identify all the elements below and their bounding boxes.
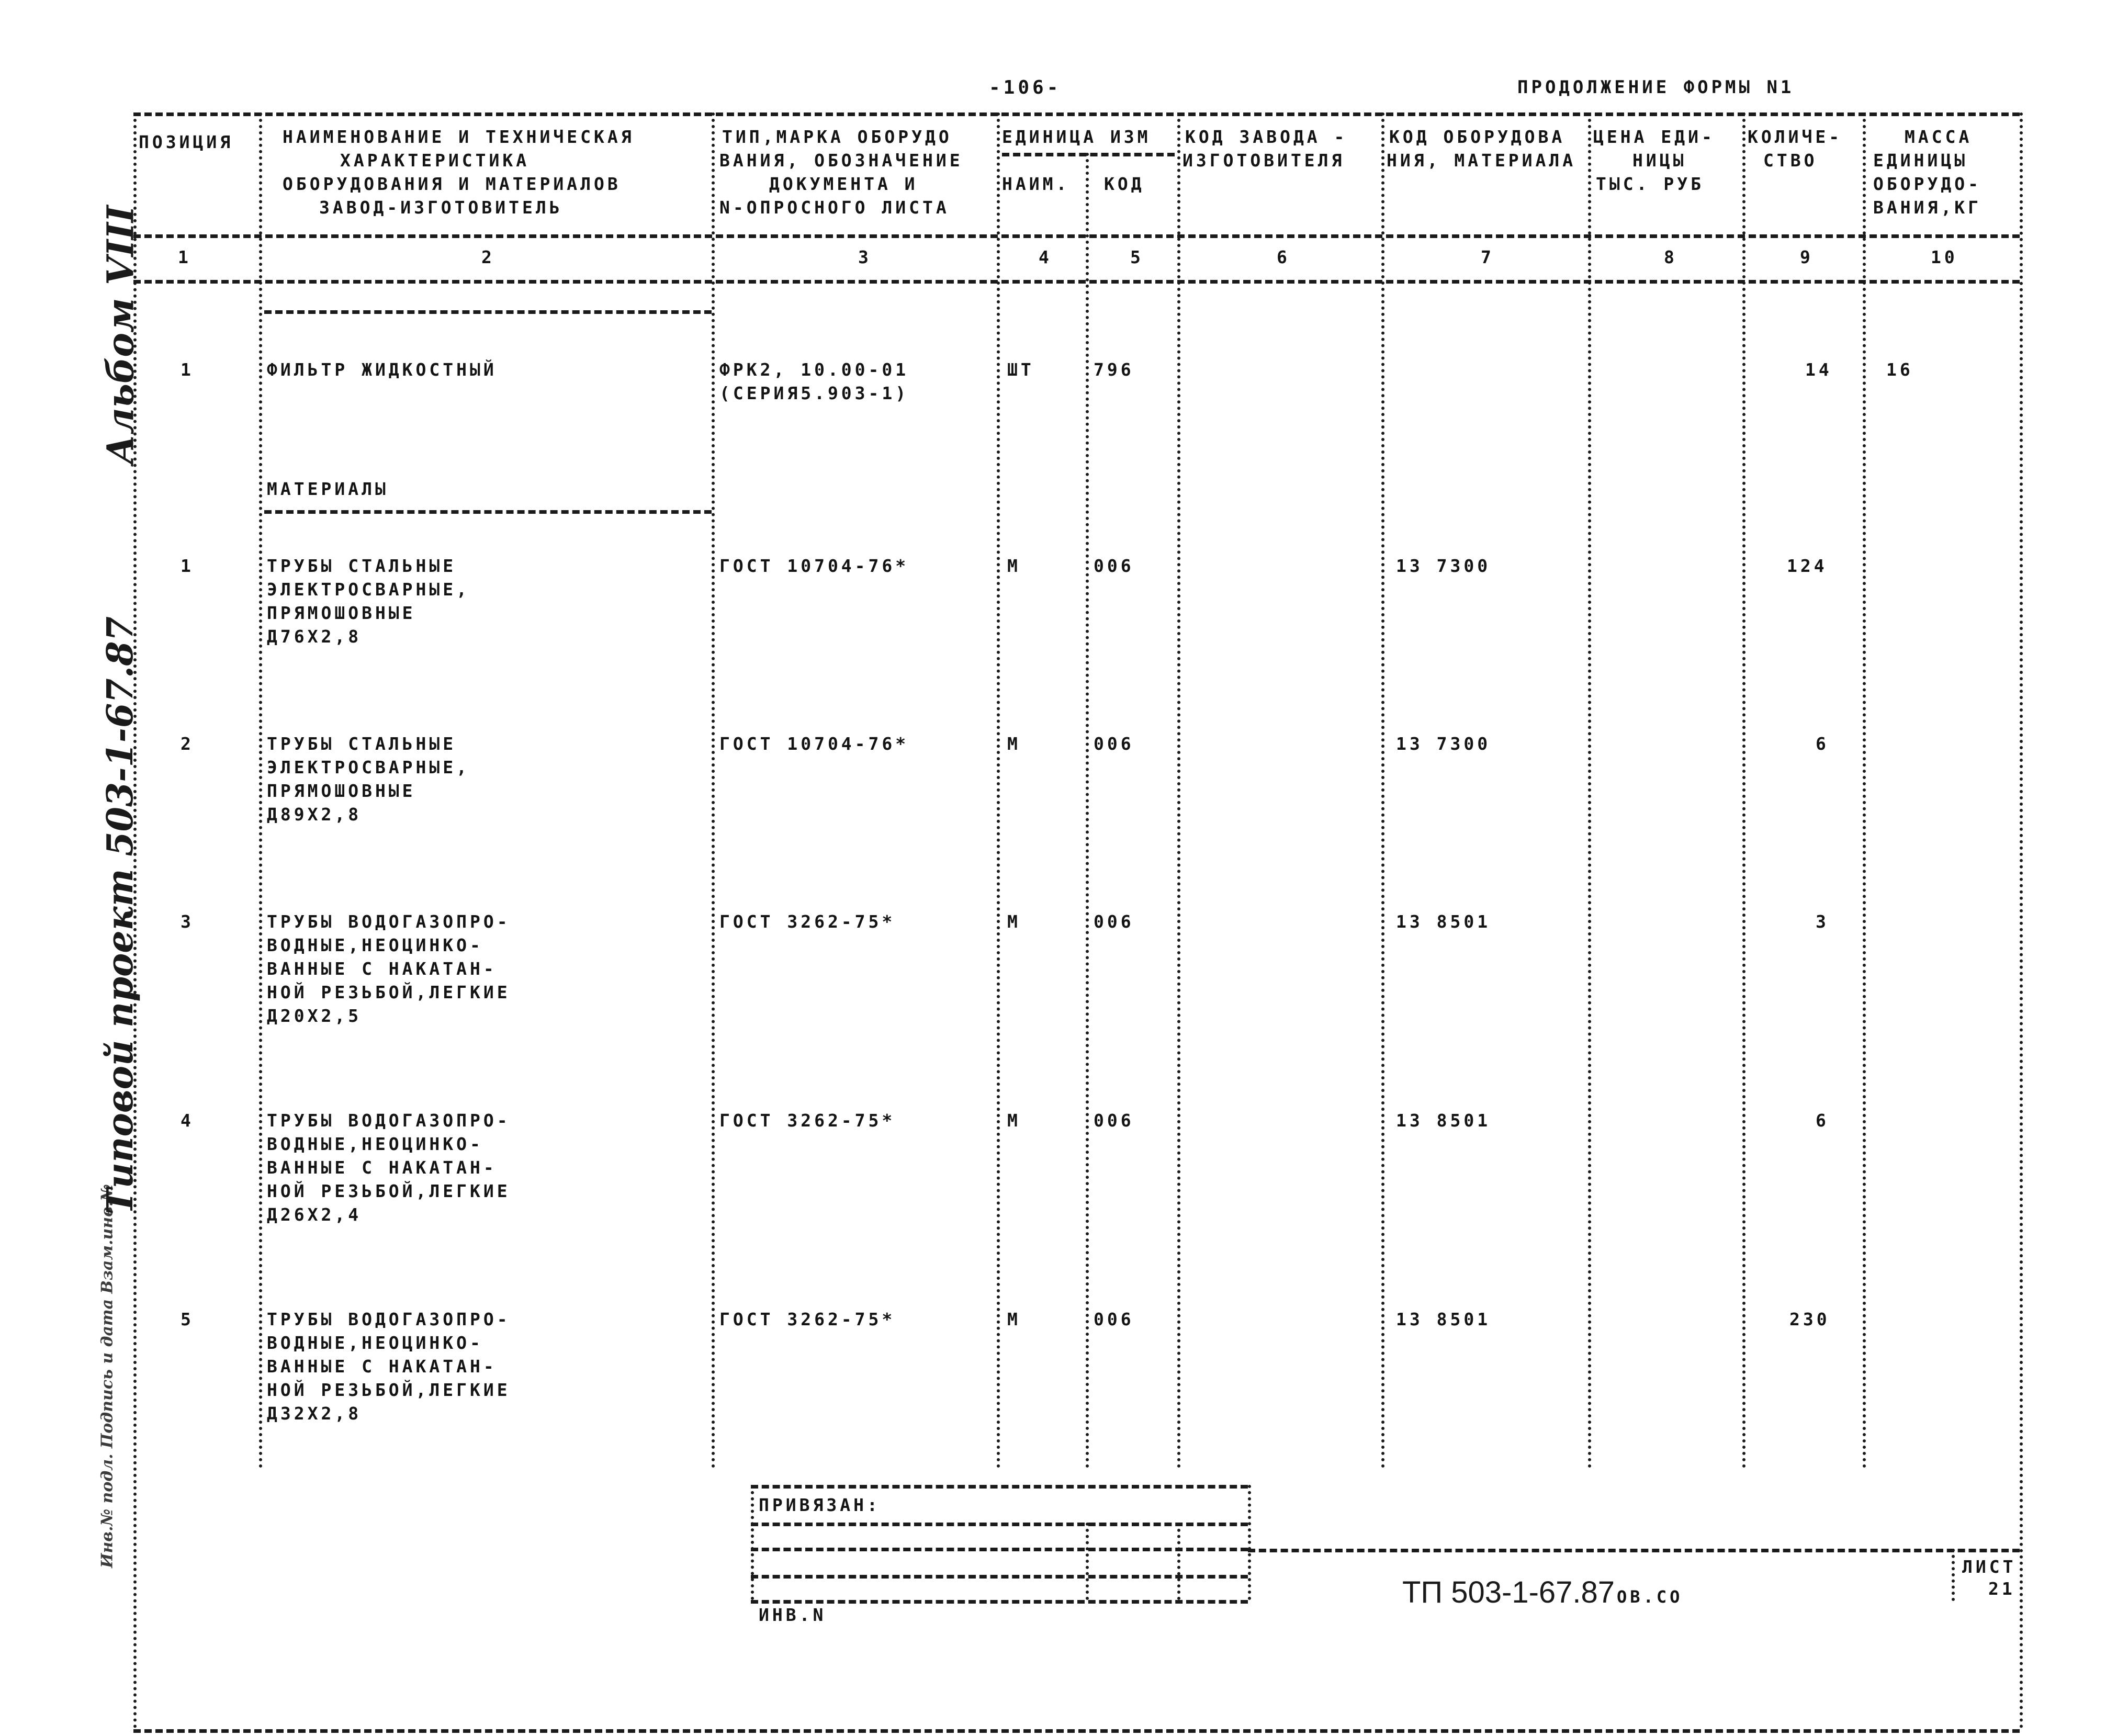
column-number: 7 — [1481, 247, 1494, 267]
material-unit: М — [1007, 556, 1021, 576]
material-name-line: Д26Х2,4 — [267, 1204, 362, 1225]
material-name-line: ВАННЫЕ С НАКАТАН- — [267, 959, 497, 979]
inventory-label: ИНВ.N — [759, 1605, 827, 1625]
document-code-suffix: ОВ.СО — [1617, 1587, 1683, 1607]
col9-header-line1: КОЛИЧЕ- — [1748, 127, 1843, 147]
album-note: Альбом VIII — [98, 205, 142, 465]
column-number: 3 — [858, 247, 872, 267]
material-qty: 230 — [1789, 1309, 1830, 1329]
material-name-line: ВАННЫЕ С НАКАТАН- — [267, 1157, 497, 1178]
material-unit-code: 006 — [1094, 1110, 1134, 1131]
material-qty: 6 — [1816, 1110, 1829, 1131]
footer-rule-5 — [751, 1575, 1248, 1579]
col3-header-line1: ТИП,МАРКА ОБОРУДО — [722, 127, 952, 147]
material-qty: 3 — [1816, 911, 1829, 932]
material-name-line: ТРУБЫ ВОДОГАЗОПРО- — [267, 911, 511, 932]
col-sep-9 — [1863, 112, 1866, 1469]
material-name-line: ВОДНЫЕ,НЕОЦИНКО- — [267, 935, 483, 955]
material-pos: 1 — [181, 556, 194, 576]
table-right-border — [2020, 112, 2023, 1729]
footer-rule-1 — [751, 1485, 1248, 1489]
material-name-line: Д89Х2,8 — [267, 804, 362, 825]
col2-header-line3: ОБОРУДОВАНИЯ И МАТЕРИАЛОВ — [283, 174, 621, 194]
sheet-number: 21 — [1988, 1579, 2015, 1599]
equipment-mass: 16 — [1886, 359, 1913, 380]
material-unit: М — [1007, 911, 1021, 932]
stamp-note: Инв.№ подл. Подпись и дата Взам.инв.№ — [98, 1184, 117, 1568]
material-code: 13 8501 — [1396, 1110, 1491, 1131]
col-sep-1 — [259, 112, 262, 1469]
table-bottom-rule — [133, 1729, 2020, 1733]
col6-header-line2: ИЗГОТОВИТЕЛЯ — [1182, 150, 1345, 171]
material-pos: 4 — [181, 1110, 194, 1131]
material-unit-code: 006 — [1094, 556, 1134, 576]
material-unit-code: 006 — [1094, 734, 1134, 754]
col10-header-line3: ОБОРУДО- — [1873, 174, 1981, 194]
material-name-line: Д20Х2,5 — [267, 1006, 362, 1026]
footer-sep-b — [1248, 1485, 1251, 1600]
material-qty: 6 — [1816, 734, 1829, 754]
column-number: 1 — [178, 247, 192, 267]
footer-sep-e — [1952, 1549, 1955, 1601]
material-name-line: ПРЯМОШОВНЫЕ — [267, 603, 416, 623]
material-code: 13 8501 — [1396, 1309, 1491, 1329]
material-name-line: ВОДНЫЕ,НЕОЦИНКО- — [267, 1333, 483, 1353]
material-type: ГОСТ 10704-76* — [719, 734, 909, 754]
material-unit-code: 006 — [1094, 1309, 1134, 1329]
col8-header-line3: ТЫС. РУБ — [1596, 174, 1704, 194]
equipment-type-line1: ФРК2, 10.00-01 — [719, 359, 909, 380]
col7-header-line2: НИЯ, МАТЕРИАЛА — [1387, 150, 1576, 171]
materials-title: МАТЕРИАЛЫ — [267, 479, 389, 499]
col10-header-line4: ВАНИЯ,КГ — [1873, 197, 1981, 218]
material-name-line: Д76Х2,8 — [267, 626, 362, 647]
bound-label: ПРИВЯЗАН: — [759, 1495, 881, 1515]
col2-header-line4: ЗАВОД-ИЗГОТОВИТЕЛЬ — [319, 197, 563, 218]
column-number: 10 — [1931, 247, 1958, 267]
colnum-bottom-rule — [133, 280, 2020, 284]
materials-underline — [264, 510, 712, 514]
material-unit: М — [1007, 1309, 1021, 1329]
col2-header-line1: НАИМЕНОВАНИЕ И ТЕХНИЧЕСКАЯ — [283, 127, 635, 147]
header-bottom-rule — [133, 234, 2020, 238]
material-qty: 124 — [1787, 556, 1828, 576]
col3-header-line4: N-ОПРОСНОГО ЛИСТА — [719, 197, 950, 218]
equipment-qty: 14 — [1805, 359, 1832, 380]
column-number: 2 — [481, 247, 495, 267]
material-code: 13 7300 — [1396, 556, 1491, 576]
col9-header-line2: СТВО — [1763, 150, 1818, 171]
material-name-line: ТРУБЫ СТАЛЬНЫЕ — [267, 556, 457, 576]
col1-header: ПОЗИЦИЯ — [139, 132, 234, 152]
material-name-line: ВОДНЫЕ,НЕОЦИНКО- — [267, 1134, 483, 1154]
equipment-unit-code: 796 — [1094, 359, 1134, 380]
col3-header-line3: ДОКУМЕНТА И — [769, 174, 918, 194]
material-name-line: ВАННЫЕ С НАКАТАН- — [267, 1356, 497, 1377]
material-pos: 3 — [181, 911, 194, 932]
sheet-label: ЛИСТ — [1962, 1557, 2017, 1577]
document-code-main: ТП 503-1-67.87 — [1402, 1575, 1615, 1609]
material-name-line: ПРЯМОШОВНЫЕ — [267, 781, 416, 801]
material-name-line: ТРУБЫ СТАЛЬНЫЕ — [267, 734, 457, 754]
form-continuation-title: ПРОДОЛЖЕНИЕ ФОРМЫ N1 — [1517, 77, 1795, 98]
col-sep-6 — [1381, 112, 1384, 1469]
material-pos: 2 — [181, 734, 194, 754]
column-number: 8 — [1664, 247, 1677, 267]
material-name-line: ТРУБЫ ВОДОГАЗОПРО- — [267, 1309, 511, 1329]
col5-header: КОД — [1104, 174, 1145, 194]
col10-header-line1: МАССА — [1905, 127, 1973, 147]
table-top-rule — [133, 112, 2020, 116]
col-sep-7 — [1588, 112, 1591, 1469]
material-name-line: Д32Х2,8 — [267, 1403, 362, 1424]
footer-sep-a — [751, 1485, 754, 1600]
footer-rule-4 — [1248, 1549, 2020, 1552]
equipment-name: ФИЛЬТР ЖИДКОСТНЫЙ — [267, 359, 497, 380]
col2-header-line2: ХАРАКТЕРИСТИКА — [340, 150, 530, 171]
equipment-type-line2: (СЕРИЯ5.903-1) — [719, 383, 909, 403]
col3-header-line2: ВАНИЯ, ОБОЗНАЧЕНИЕ — [719, 150, 963, 171]
col6-header-line1: КОД ЗАВОДА - — [1185, 127, 1348, 147]
material-name-line: ТРУБЫ ВОДОГАЗОПРО- — [267, 1110, 511, 1131]
table-left-border — [133, 112, 137, 1729]
material-unit: М — [1007, 1110, 1021, 1131]
material-code: 13 7300 — [1396, 734, 1491, 754]
col8-header-line2: НИЦЫ — [1632, 150, 1687, 171]
col8-header-line1: ЦЕНА ЕДИ- — [1593, 127, 1715, 147]
material-unit: М — [1007, 734, 1021, 754]
col-sep-2 — [712, 112, 715, 1469]
equipment-unit: ШТ — [1007, 359, 1034, 380]
col-sep-8 — [1742, 112, 1745, 1469]
footer-sep-c — [1086, 1523, 1089, 1600]
material-type: ГОСТ 3262-75* — [719, 1309, 896, 1329]
material-name-line: НОЙ РЕЗЬБОЙ,ЛЕГКИЕ — [267, 982, 511, 1002]
col45-header: ЕДИНИЦА ИЗМ — [1002, 127, 1151, 147]
material-pos: 5 — [181, 1309, 194, 1329]
material-name-line: ЭЛЕКТРОСВАРНЫЕ, — [267, 757, 470, 777]
material-type: ГОСТ 3262-75* — [719, 1110, 896, 1131]
footer-rule-3 — [751, 1548, 1248, 1551]
footer-sep-d — [1177, 1523, 1180, 1600]
equipment-pos: 1 — [181, 359, 194, 380]
document-code — [1402, 1575, 1683, 1610]
footer-rule-2 — [751, 1523, 1248, 1526]
col4-header: НАИМ. — [1002, 174, 1070, 194]
col10-header-line2: ЕДИНИЦЫ — [1873, 150, 1968, 171]
column-number: 4 — [1039, 247, 1052, 267]
column-number: 6 — [1277, 247, 1290, 267]
col7-header-line1: КОД ОБОРУДОВА — [1389, 127, 1566, 147]
material-name-line: ЭЛЕКТРОСВАРНЫЕ, — [267, 579, 470, 600]
col-sep-5 — [1177, 112, 1180, 1469]
page-number: -106- — [989, 77, 1062, 98]
column-number: 5 — [1130, 247, 1144, 267]
col-sep-3 — [997, 112, 1000, 1469]
material-code: 13 8501 — [1396, 911, 1491, 932]
material-type: ГОСТ 3262-75* — [719, 911, 896, 932]
material-unit-code: 006 — [1094, 911, 1134, 932]
col-sep-4 — [1086, 153, 1089, 1469]
equipment-underline — [264, 310, 712, 314]
column-number: 9 — [1800, 247, 1814, 267]
material-type: ГОСТ 10704-76* — [719, 556, 909, 576]
footer-rule-6 — [751, 1600, 1248, 1604]
project-note: Типовой проект 503-1-67.87 — [99, 616, 141, 1215]
material-name-line: НОЙ РЕЗЬБОЙ,ЛЕГКИЕ — [267, 1380, 511, 1400]
material-name-line: НОЙ РЕЗЬБОЙ,ЛЕГКИЕ — [267, 1181, 511, 1201]
